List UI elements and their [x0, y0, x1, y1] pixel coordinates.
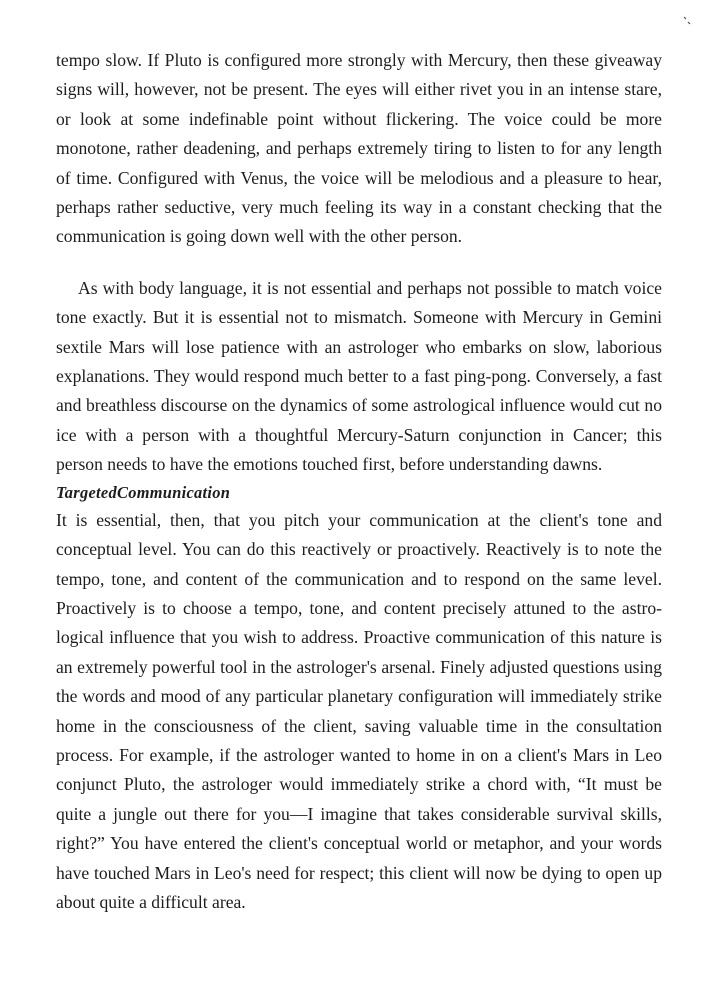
paragraph-spacer — [56, 252, 662, 274]
body-paragraph: As with body language, it is not essential and perhaps not possible to match voice tone exactly. But it is essential not to mismatch. Someone with Mercury in Gemini sextile Mars will lose patience with an astrologer who embarks on slow, laborious explanations. They would respond much better to a fast ping-pong. Conversely, a fast and breathless discourse on the dynamics of some astrological influence would cut no ice with a person with a thoughtful Mercury-Saturn conjunction in Cancer; this person needs to have the emotions touched first, before understanding dawns. — [56, 277, 662, 475]
body-paragraph-continued: tempo slow. If Pluto is configured more strongly with Mercury, then these giveaway signs will, however, not be present. The eyes will either rivet you in an intense stare, or look at some indefinable point without flickering. The voice could be more monotone, rather deadening, and perhaps extremely tiring to listen to for any length of time. Configured with Venus, the voice will be melodious and a pleasure to hear, perhaps rather seductive, very much feeling its way in a constant checking that the communication is going down well with the other person. — [56, 50, 662, 247]
scan-mark-icon — [683, 16, 691, 26]
section-paragraph: It is essential, then, that you pitch your communication at the client's tone and conceptual level. You can do this reactively or proactively. Reactively is to note the tempo, tone, and content of the communication and to respond on the same level. Proactively is to choose a tempo, tone, and content precisely attuned to the astrological influence that you wish to address. Proactive communication of this nature is an extremely powerful tool in the astrologer's arsenal. Finely adjusted questions using the words and mood of any particular planetary configuration will immediately strike home in the consciousness of the client, saving valuable time in the consultation process. For example, if the astrologer wanted to home in on a client's Mars in Leo conjunct Pluto, the astrologer would immediately strike a chord with, “It must be quite a jungle out there for you—I imagine that takes considerable survival skills, right?” You have entered the client's conceptual world or metaphor, and your words have touched Mars in Leo's need for respect; this client will now be dying to open up about quite a difficult area. — [56, 509, 662, 912]
section-heading: TargetedCommunication — [56, 482, 231, 502]
document-page — [56, 46, 662, 917]
